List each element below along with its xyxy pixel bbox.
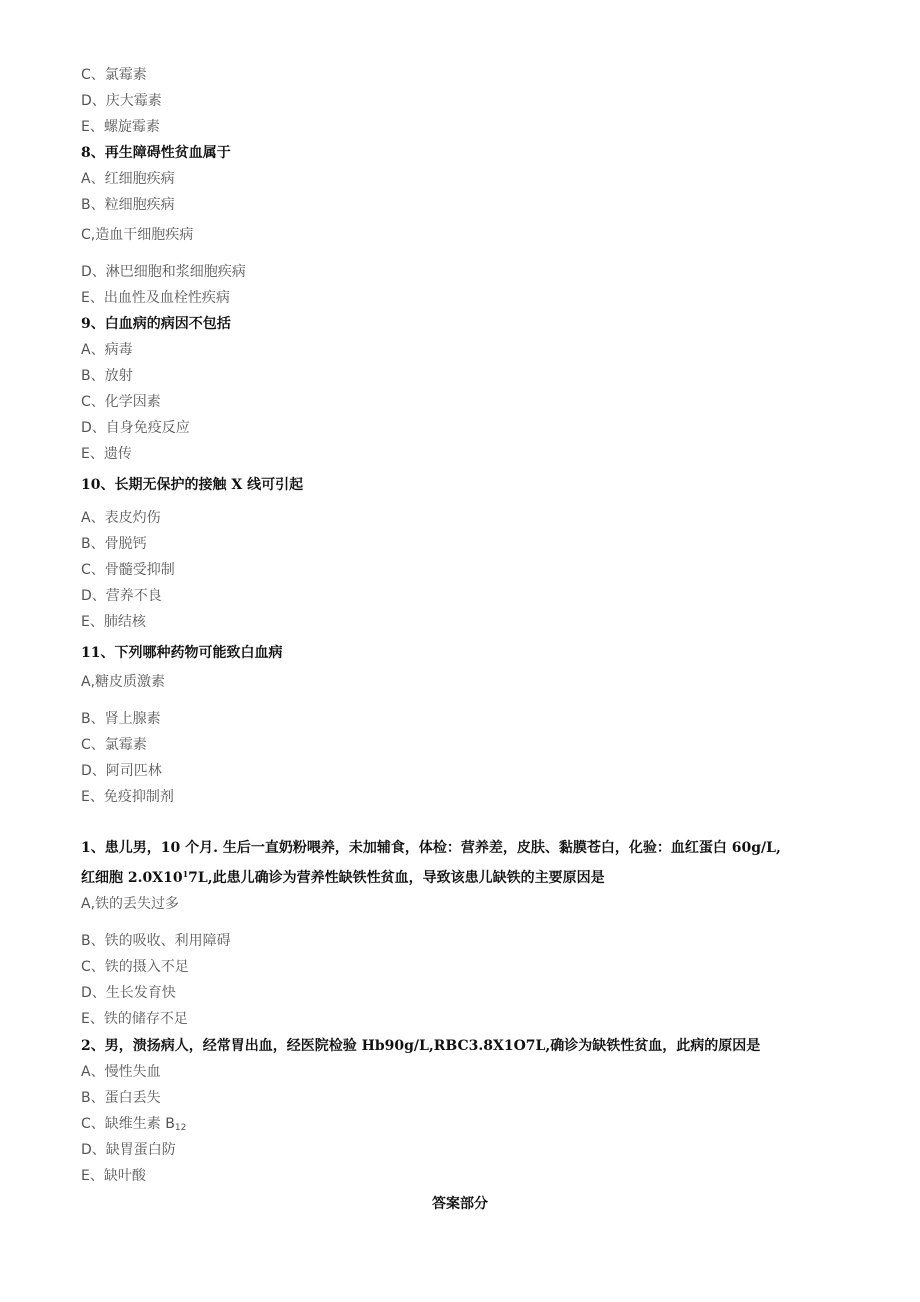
q7-option-c: C、氯霉素 xyxy=(81,67,147,83)
case2-option-c-subscript: 12 xyxy=(174,1123,187,1133)
q11-option-a: A,糖皮质激素 xyxy=(81,674,166,690)
case2-option-c xyxy=(81,1115,186,1137)
q7-option-e: E、螺旋霉素 xyxy=(81,119,160,135)
answer-section-heading: 答案部分 xyxy=(432,1196,488,1212)
case1-stem-part1: 1、患儿男，10 个月. 生后一直奶粉喂养，未加辅食，体检：营养差，皮肤、黏膜苍白，化验：血红蛋白 60g/L, xyxy=(81,840,781,856)
case2-option-e: E、缺叶酸 xyxy=(81,1168,146,1184)
case2-stem: 2、男，溃扬病人，经常胃出血，经医院检验 Hb90g/L,RBC3.8X1O7L,确诊为缺铁性贫血，此病的原因是 xyxy=(81,1038,761,1054)
case1-option-c: C、铁的摄入不足 xyxy=(81,959,189,975)
case1-option-d: D、生长发育快 xyxy=(81,985,176,1001)
q10-option-e: E、肺结核 xyxy=(81,614,146,630)
q9-option-a: A、病毒 xyxy=(81,342,133,358)
q9-option-e: E、遗传 xyxy=(81,446,132,462)
case2-option-c-text: C、缺维生素 B xyxy=(81,1116,175,1132)
q11-stem: 11、下列哪种药物可能致白血病 xyxy=(81,645,283,661)
q8-option-e: E、出血性及血栓性疾病 xyxy=(81,290,230,306)
q8-option-a: A、红细胞疾病 xyxy=(81,171,175,187)
q10-option-d: D、营养不良 xyxy=(81,588,162,604)
case1-stem xyxy=(81,835,841,891)
q10-stem: 10、长期无保护的接触 X 线可引起 xyxy=(81,477,304,493)
q10-option-b: B、骨脱钙 xyxy=(81,536,147,552)
q11-option-b: B、肾上腺素 xyxy=(81,711,161,727)
case1-option-a: A,铁的丢失过多 xyxy=(81,896,180,912)
case2-option-a: A、慢性失血 xyxy=(81,1064,161,1080)
q10-option-a: A、表皮灼伤 xyxy=(81,510,161,526)
q11-option-e: E、免疫抑制剂 xyxy=(81,789,174,805)
q11-option-d: D、阿司匹林 xyxy=(81,763,162,779)
q7-option-d: D、庆大霉素 xyxy=(81,93,162,109)
q9-stem: 9、白血病的病因不包括 xyxy=(81,316,231,332)
q8-option-b: B、粒细胞疾病 xyxy=(81,197,175,213)
q8-stem: 8、再生障碍性贫血属于 xyxy=(81,145,231,161)
case1-stem-part2: 红细胞 2.0X10 xyxy=(81,870,183,886)
case1-option-e: E、铁的储存不足 xyxy=(81,1011,188,1027)
q10-option-c: C、骨髓受抑制 xyxy=(81,562,175,578)
case2-option-b: B、蛋白丢失 xyxy=(81,1090,161,1106)
q11-option-c: C、氯霉素 xyxy=(81,737,147,753)
q8-option-c: C,造血干细胞疾病 xyxy=(81,227,194,243)
case2-option-d: D、缺胃蛋白防 xyxy=(81,1142,176,1158)
q8-option-d: D、淋巴细胞和浆细胞疾病 xyxy=(81,264,246,280)
case1-stem-superscript: 1 xyxy=(182,869,189,879)
case1-stem-part3: 7L,此患儿确诊为营养性缺铁性贫血，导致该患儿缺铁的主要原因是 xyxy=(188,870,605,886)
q9-option-d: D、自身免疫反应 xyxy=(81,420,190,436)
case1-option-b: B、铁的吸收、利用障碍 xyxy=(81,933,231,949)
q9-option-c: C、化学因素 xyxy=(81,394,161,410)
q9-option-b: B、放射 xyxy=(81,368,133,384)
